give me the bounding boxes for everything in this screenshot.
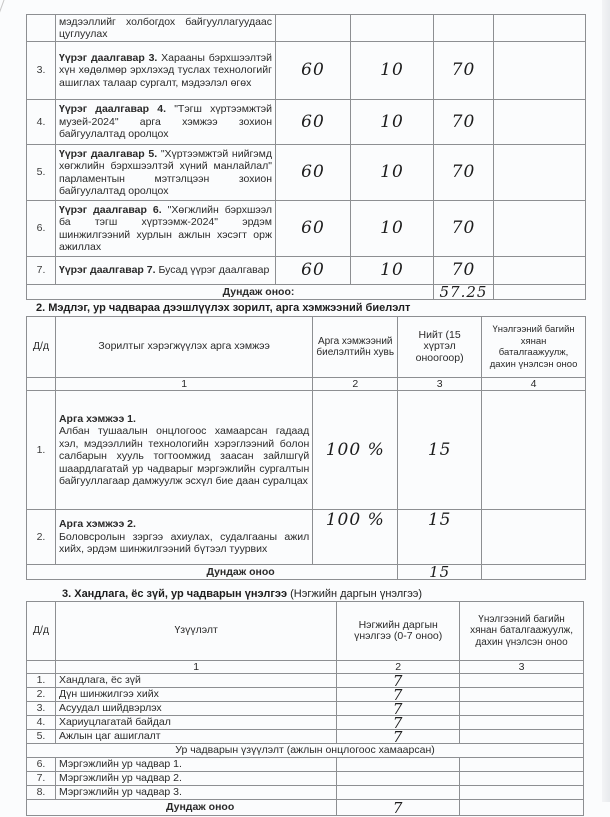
activity-title: Арга хэмжээ 2. — [58, 518, 136, 531]
row-number: 1. — [27, 674, 56, 688]
header-reviewed: Үнэлгээний багийн хянан баталгаажуулж, дахин үнэлсэн оноо — [482, 317, 586, 378]
index-row — [27, 661, 584, 674]
table-row — [27, 772, 584, 786]
reviewed-score — [494, 257, 586, 285]
index-cell: 1 — [55, 661, 336, 674]
table-row — [27, 730, 584, 744]
table-row — [27, 257, 586, 285]
section-2-title: 2. Мэдлэг, ур чадвараа дээшлүүлэх зорилт, арга хэмжээний биелэлт — [36, 302, 411, 314]
handwritten-score: 70 — [434, 100, 494, 145]
skills-subheader: Ур чадварын үзүүлэлт (ажлын онцлогоос хамаарсан) — [27, 744, 584, 758]
page-corner-mark — [0, 0, 8, 20]
indicator-label: Мэргэжлийн ур чадвар 1. — [55, 758, 336, 772]
header-total: Нийт (15 хүртэл оноогоор) — [398, 317, 482, 378]
handwritten-percent: 100 % — [313, 510, 398, 565]
row-number: 3. — [27, 702, 56, 716]
attitude-ethics-table — [26, 601, 584, 816]
reviewed-score — [460, 772, 584, 786]
handwritten-score: 60 — [276, 201, 351, 257]
reviewed-score — [460, 786, 584, 800]
row-number: 2. — [27, 688, 56, 702]
duty-text: Хараaны бэрхшээлтэй хүн хөдөлмөр эрхлэхэд туслах технологийг ашиглах талаар сургалт, мэдээлэл өгөх — [59, 51, 272, 89]
reviewed-score — [482, 391, 586, 510]
duties-table — [26, 14, 586, 300]
handwritten-total: 15 — [398, 510, 482, 565]
handwritten-score: 10 — [351, 201, 434, 257]
duty-title: Үүрэг даалгавар 7. — [59, 264, 156, 277]
row-number: 1. — [27, 391, 56, 510]
table-row — [27, 100, 586, 145]
reviewed-score — [482, 510, 586, 565]
reviewed-score — [460, 758, 584, 772]
row-number: 2. — [27, 510, 56, 565]
duty-cell — [56, 201, 276, 257]
handwritten-total: 15 — [398, 391, 482, 510]
duty-cell — [56, 100, 276, 145]
duty-cell — [56, 257, 276, 285]
average-label: Дундаж оноо: — [27, 285, 434, 300]
handwritten-score: 7 — [337, 730, 460, 744]
handwritten-score: 10 — [351, 100, 434, 145]
index-cell: 3 — [460, 661, 584, 674]
index-cell: 2 — [337, 661, 460, 674]
indicator-label: Хандлага, ёс зүй — [55, 674, 336, 688]
table-row — [27, 15, 586, 42]
table-row — [27, 510, 586, 565]
handwritten-score: 70 — [434, 42, 494, 100]
section-3-title-note: (Нэгжийн даргын үнэлгээ) — [287, 588, 423, 600]
row-number: 8. — [27, 786, 56, 800]
table-row — [27, 702, 584, 716]
indicator-label: Хариуцлагатай байдал — [55, 716, 336, 730]
reviewed-score — [494, 201, 586, 257]
average-score: 57.25 — [434, 285, 494, 300]
indicator-label: Мэргэжлийн ур чадвар 3. — [55, 786, 336, 800]
reviewed-score — [460, 674, 584, 688]
handwritten-score: 7 — [337, 674, 460, 688]
duty-title: Үүрэг даалгавар 5. — [59, 147, 158, 160]
duty-cell — [56, 145, 276, 201]
handwritten-score — [337, 758, 460, 772]
subheader-row — [27, 744, 584, 758]
average-label: Дундаж оноо — [27, 800, 337, 816]
activity-cell — [55, 391, 312, 510]
row-number — [27, 15, 56, 42]
reviewed-score — [460, 730, 584, 744]
index-cell: 4 — [482, 378, 586, 391]
duty-text: Бусад үүрэг даалгавар — [158, 264, 270, 277]
index-cell: 2 — [313, 378, 398, 391]
average-row — [27, 565, 586, 580]
reviewed-score — [494, 42, 586, 100]
average-score: 7 — [337, 800, 460, 816]
handwritten-score: 10 — [351, 145, 434, 201]
index-cell: 1 — [55, 378, 312, 391]
header-percent: Арга хэмжээний биелэлтийн хувь — [313, 317, 398, 378]
handwritten-percent: 100 % — [313, 391, 398, 510]
index-cell: 3 — [398, 378, 482, 391]
header-head-score: Нэгжийн даргын үнэлгээ (0-7 оноо) — [337, 602, 460, 661]
row-number: 7. — [27, 257, 56, 285]
activity-text: Албан тушаалын онцлогоос хамаарсан гадаад хэл, мэдээллийн технологийн хэрэглээний болон салбарын хууль тогтоомжид заасан зайлшгүй шаардлагатай ур чадварыг мэргэжлийн сургалтын байгууллагаар дамжуулж эсхүл бие даан суралцах — [58, 425, 310, 487]
table-row — [27, 145, 586, 201]
row-number: 5. — [27, 145, 56, 201]
header-num: Д/д — [27, 317, 56, 378]
table-row — [27, 391, 586, 510]
handwritten-score: 10 — [351, 42, 434, 100]
handwritten-score: 7 — [337, 688, 460, 702]
reviewed-score — [460, 716, 584, 730]
section-3-title-bold: 3. Хандлага, ёс зүй, ур чадварын үнэлгээ — [62, 588, 288, 600]
activity-text: Боловсролын зэргээ ахиулах, судалгааны ажил хийх, эрдэм шинжилгээний бүтээл туурвих — [58, 530, 310, 556]
duty-title: Үүрэг даалгавар 6. — [59, 203, 162, 216]
handwritten-score: 70 — [434, 145, 494, 201]
header-num: Д/д — [27, 602, 56, 661]
duty-title: Үүрэг даалгавар 3. — [59, 51, 158, 64]
header-indicator: Үзүүлэлт — [55, 602, 336, 661]
duty-title: Үүрэг даалгавар 4. — [59, 103, 167, 116]
row-number: 7. — [27, 772, 56, 786]
index-row — [27, 378, 586, 391]
row-number: 4. — [27, 100, 56, 145]
table-row — [27, 674, 584, 688]
average-row — [27, 285, 586, 300]
table-row — [27, 688, 584, 702]
handwritten-score: 7 — [337, 716, 460, 730]
row-number: 6. — [27, 758, 56, 772]
indicator-label: Асуудал шийдвэрлэх — [55, 702, 336, 716]
handwritten-score: 70 — [434, 201, 494, 257]
activity-title: Арга хэмжээ 1. — [58, 412, 136, 425]
reviewed-score — [460, 688, 584, 702]
duty-text: "Хүртээмжтэй нийгэмд хөгжлийн бэрхшээлтэй хүний манлайлал" парламентын мэтгэлцээн зохион байгуулалтад оролцох — [59, 147, 272, 197]
handwritten-score: 7 — [337, 702, 460, 716]
header-row — [27, 317, 586, 378]
table-row — [27, 758, 584, 772]
skills-development-table — [26, 316, 586, 580]
average-label: Дундаж оноо — [27, 565, 398, 580]
handwritten-score — [337, 772, 460, 786]
handwritten-score: 60 — [276, 42, 351, 100]
row-number: 6. — [27, 201, 56, 257]
handwritten-score: 60 — [276, 145, 351, 201]
row-number: 3. — [27, 42, 56, 100]
section-3-title — [62, 588, 422, 600]
duty-cell — [56, 42, 276, 100]
table-row — [27, 201, 586, 257]
handwritten-score: 60 — [276, 257, 351, 285]
average-score: 15 — [398, 565, 482, 580]
header-row — [27, 602, 584, 661]
indicator-label: Ажлын цаг ашиглалт — [55, 730, 336, 744]
table-row — [27, 42, 586, 100]
page-edge-shadow — [602, 0, 610, 802]
duty-text: мэдээллийг холбогдох байгууллагуудаас цуглуулах — [56, 15, 276, 42]
handwritten-score — [337, 786, 460, 800]
indicator-label: Мэргэжлийн ур чадвар 2. — [55, 772, 336, 786]
duty-text: "Тэгш хүртээмжтэй музей-2024" арга хэмжээ зохион байгуулалтад оролцох — [59, 103, 273, 141]
activity-cell — [55, 510, 312, 565]
table-row — [27, 716, 584, 730]
header-activity: Зорилтыг хэрэгжүүлэх арга хэмжээ — [55, 317, 312, 378]
handwritten-score: 70 — [434, 257, 494, 285]
table-row — [27, 786, 584, 800]
reviewed-score — [494, 145, 586, 201]
row-number: 5. — [27, 730, 56, 744]
duty-text: "Хөгжлийн бэрхшээл ба тэгш хүртээмж-2024" эрдэм шинжилгээний хурлын ажлын хэсэгт орж ажиллах — [59, 203, 273, 253]
reviewed-score — [494, 100, 586, 145]
handwritten-score: 10 — [351, 257, 434, 285]
handwritten-score: 60 — [276, 100, 351, 145]
indicator-label: Дүн шинжилгээ хийх — [55, 688, 336, 702]
reviewed-score — [460, 702, 584, 716]
row-number: 4. — [27, 716, 56, 730]
header-reviewed: Үнэлгээний багийн хянан баталгаажуулж, дахин үнэлсэн оноо — [460, 602, 584, 661]
